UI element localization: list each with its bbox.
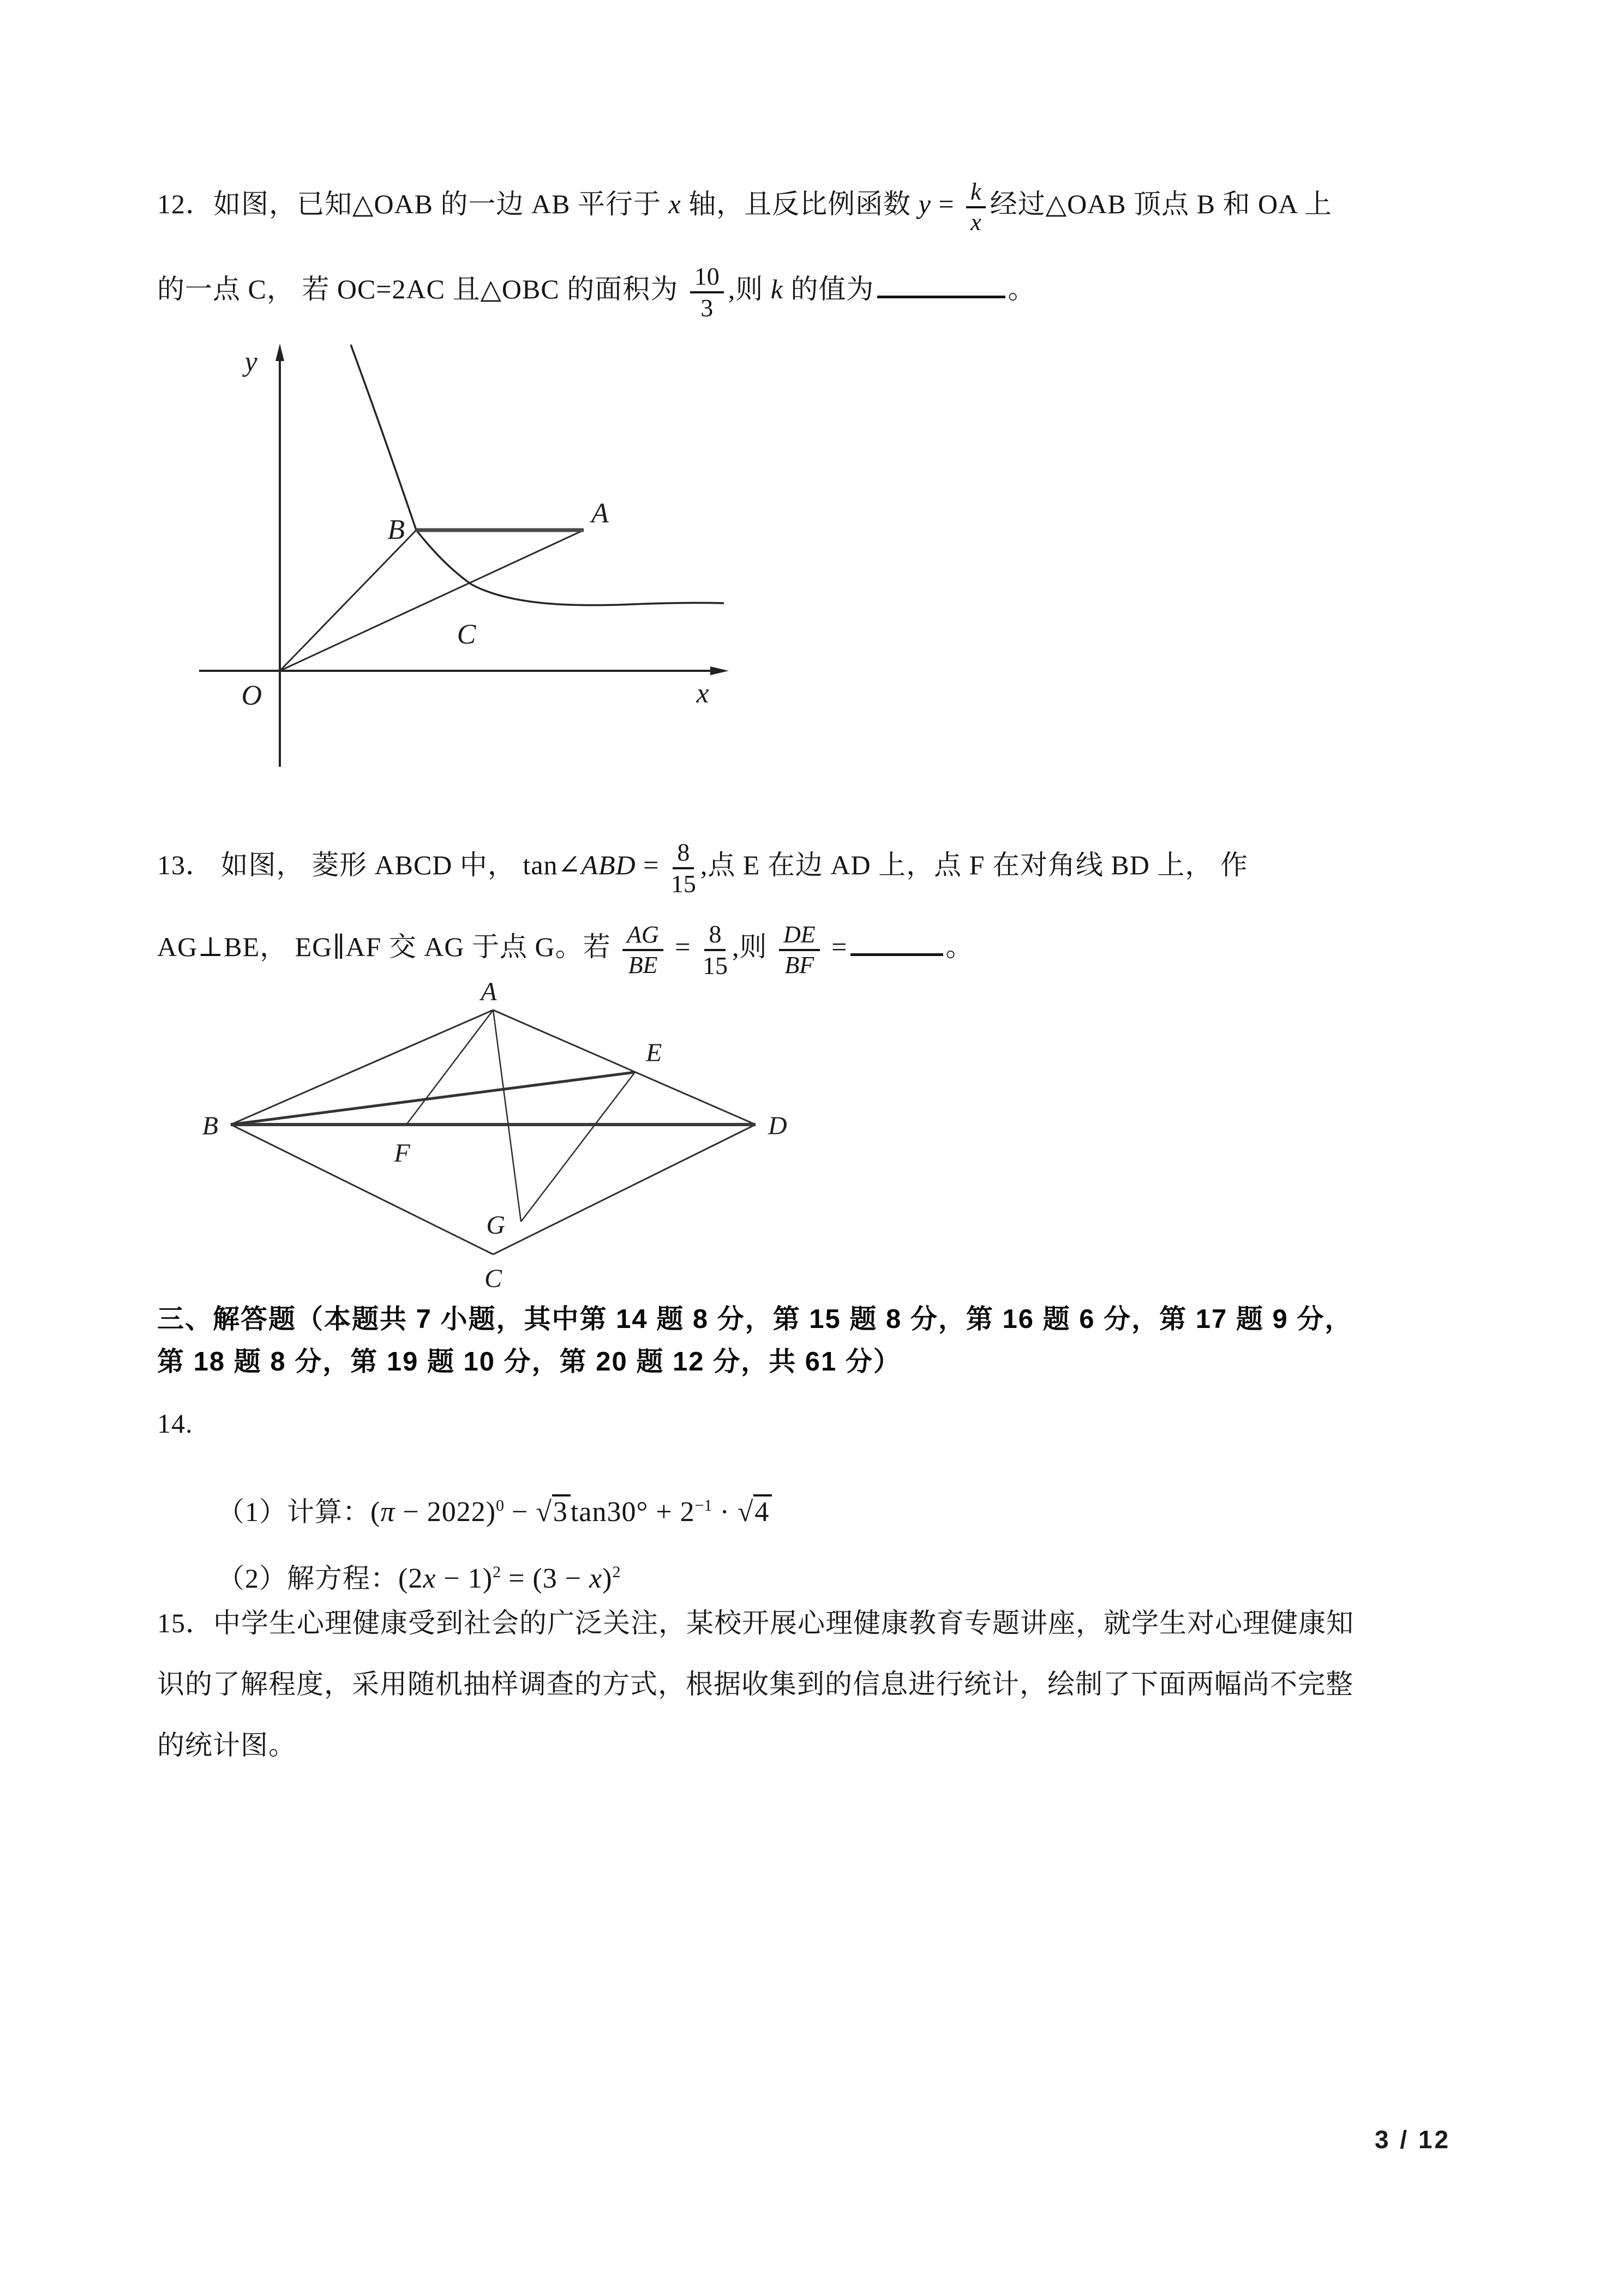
q14-p1-label: （1）计算： bbox=[217, 1496, 370, 1527]
question-13-line-1 bbox=[157, 839, 1248, 897]
fig2-label-G: G bbox=[486, 1211, 505, 1240]
question-15-line-1: 15．中学生心理健康受到社会的广泛关注，某校开展心理健康教育专题讲座，就学生对心理健康知 bbox=[157, 1608, 1354, 1638]
fig1-label-O: O bbox=[241, 680, 262, 711]
question-12-line-1 bbox=[157, 179, 1332, 235]
fraction-k-over-x bbox=[966, 179, 986, 235]
fraction-numerator: k bbox=[966, 179, 986, 208]
fraction-numerator: 8 bbox=[673, 839, 694, 869]
fig2-label-D: D bbox=[768, 1111, 787, 1140]
section-3-heading-line-1: 三、解答题（本题共 7 小题，其中第 14 题 8 分，第 15 题 8 分，第 16 题 6 分，第 17 题 9 分， bbox=[157, 1305, 1353, 1334]
fig2-label-F: F bbox=[394, 1139, 410, 1168]
q13-text-a: 13． 如图， 菱形 ABCD 中， bbox=[157, 850, 523, 881]
fraction-8-over-15 bbox=[671, 839, 696, 897]
q12-text-c: 经过△OAB 顶点 B 和 OA 上 bbox=[990, 188, 1332, 219]
figure-q12-hyperbola-graph bbox=[196, 338, 775, 774]
question-15-line-2: 识的了解程度，采用随机抽样调查的方式，根据收集到的信息进行统计，绘制了下面两幅尚不完整 bbox=[157, 1669, 1353, 1699]
q12-period: 。 bbox=[1008, 274, 1036, 305]
answer-blank-q13 bbox=[850, 948, 943, 956]
fraction-8-over-15-b bbox=[703, 921, 728, 979]
side-AD bbox=[493, 1010, 756, 1125]
x-axis-arrowhead bbox=[710, 666, 729, 675]
y-axis-arrowhead bbox=[275, 344, 284, 361]
question-15-line-3: 的统计图。 bbox=[157, 1730, 296, 1760]
fraction-denominator: 15 bbox=[702, 951, 728, 979]
hyperbola-curve bbox=[351, 345, 724, 605]
fig1-label-C: C bbox=[457, 619, 476, 650]
q13-tan-equals: = bbox=[636, 850, 667, 881]
q12-text-b: 轴，且反比例函数 bbox=[681, 188, 919, 219]
answer-blank-q12 bbox=[877, 290, 1005, 298]
q12-equals: = bbox=[931, 188, 962, 219]
question-12-line-2 bbox=[157, 263, 1035, 321]
side-CD bbox=[493, 1125, 756, 1254]
fraction-numerator: 10 bbox=[690, 263, 724, 293]
fig1-label-B: B bbox=[387, 514, 405, 545]
fraction-denominator: 15 bbox=[670, 869, 696, 898]
q13-tan: tan∠ bbox=[523, 850, 582, 881]
fig2-label-C: C bbox=[484, 1264, 502, 1293]
q12-text-a: 12．如图，已知△OAB 的一边 AB 平行于 bbox=[157, 188, 669, 219]
fraction-AG-over-BE bbox=[622, 922, 663, 978]
q12-var-y: y bbox=[918, 188, 931, 219]
question-13-line-2 bbox=[157, 921, 973, 979]
q12-text-f: 的值为 bbox=[783, 274, 874, 305]
fraction-10-over-3 bbox=[690, 263, 724, 321]
question-14-part-1 bbox=[217, 1494, 772, 1534]
q12-var-k: k bbox=[770, 274, 783, 305]
side-BC bbox=[231, 1125, 493, 1254]
q12-text-d: 的一点 C， 若 OC=2AC 且△OBC 的面积为 bbox=[157, 274, 686, 305]
section-3-heading-line-2: 第 18 题 8 分，第 19 题 10 分，第 20 题 12 分，共 61 分） bbox=[157, 1347, 901, 1377]
segment-AF bbox=[406, 1010, 493, 1125]
q13-equals-1: = bbox=[667, 931, 698, 963]
segment-OA bbox=[280, 530, 584, 671]
fig1-label-A: A bbox=[591, 498, 609, 529]
fig1-label-x: x bbox=[696, 678, 709, 709]
question-14-part-2 bbox=[217, 1561, 620, 1600]
segment-AG bbox=[493, 1010, 521, 1222]
q14-p1-formula: $(\pi - 2022)^0 - √3\tan 30^\circ + 2^{-1} \cdot √4$ bbox=[370, 1496, 772, 1528]
q13-angle-abd: ABD bbox=[581, 850, 636, 881]
fraction-numerator: DE bbox=[779, 922, 820, 951]
fig2-label-A: A bbox=[481, 977, 497, 1006]
page-number-indicator: 3 / 12 bbox=[1375, 2125, 1451, 2154]
segment-OB bbox=[280, 530, 416, 671]
figure-q13-rhombus bbox=[164, 976, 862, 1303]
segment-EG bbox=[521, 1072, 635, 1222]
fraction-denominator: 3 bbox=[700, 293, 714, 322]
q13-text-c: AG⊥BE， EG∥AF 交 AG 于点 G。若 bbox=[157, 931, 619, 963]
fig2-label-B: B bbox=[202, 1111, 218, 1140]
q12-var-x: x bbox=[668, 188, 681, 219]
q12-text-e: ,则 bbox=[728, 274, 771, 305]
fraction-denominator: BF bbox=[784, 951, 814, 978]
q13-text-b: ,点 E 在边 AD 上，点 F 在对角线 BD 上， 作 bbox=[700, 850, 1248, 881]
fraction-denominator: x bbox=[970, 208, 981, 236]
q13-equals-2: = bbox=[824, 931, 848, 963]
q13-text-d: ,则 bbox=[732, 931, 775, 963]
fraction-numerator: AG bbox=[622, 922, 663, 951]
question-14-number: 14. bbox=[157, 1408, 193, 1439]
fig2-label-E: E bbox=[646, 1038, 662, 1067]
fraction-DE-over-BF bbox=[779, 922, 820, 978]
q14-p2-label: （2）解方程： bbox=[217, 1563, 398, 1594]
q13-period: 。 bbox=[945, 931, 974, 963]
fraction-numerator: 8 bbox=[704, 921, 726, 951]
fraction-denominator: BE bbox=[628, 951, 658, 978]
fig1-label-y: y bbox=[244, 346, 257, 377]
q14-p2-formula: $(2x - 1)^2 = (3 - x)^2$ bbox=[398, 1562, 621, 1594]
